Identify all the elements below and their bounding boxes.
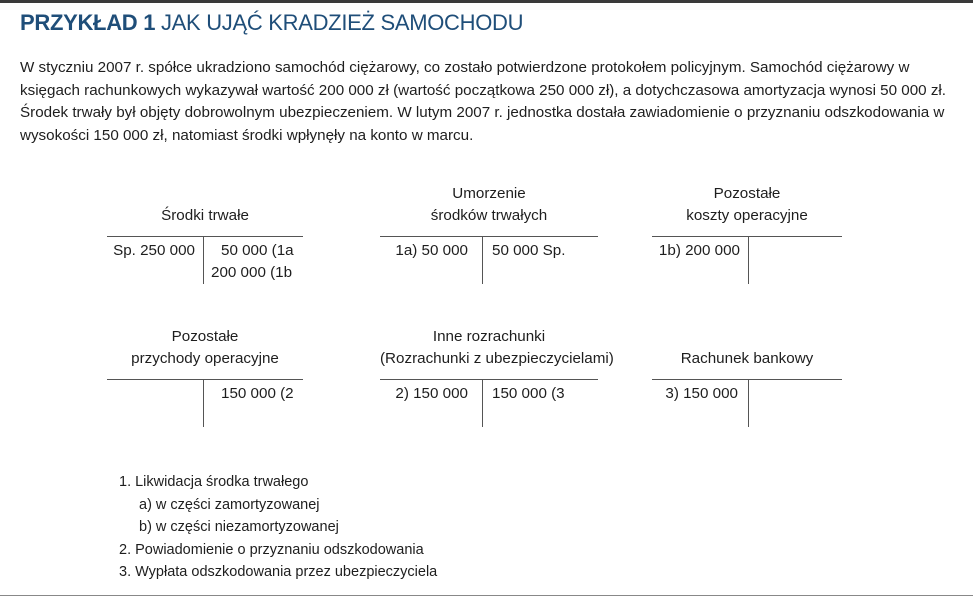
account-title: [107, 205, 303, 227]
t-account-top-line: [107, 236, 303, 237]
account-title: [652, 183, 842, 227]
example-title: JAK UJĄĆ KRADZIEŻ SAMOCHODU: [160, 10, 524, 35]
t-account-top-line: [107, 379, 303, 380]
t-account-divider: [482, 236, 483, 284]
debit-entry: 3) 150 000: [665, 385, 738, 402]
t-account-divider: [203, 379, 204, 427]
legend: [119, 471, 437, 584]
account-title-line2: Środki trwałe: [161, 207, 249, 224]
legend-item: 1. Likwidacja środka trwałego: [119, 474, 309, 490]
legend-subitem: a) w części zamortyzowanej: [139, 496, 320, 513]
legend-subitem: b) w części niezamortyzowanej: [139, 519, 339, 535]
t-account-top-line: [652, 379, 842, 380]
account-title-line1: Pozostałe: [713, 185, 781, 202]
legend-item: 3. Wypłata odszkodowania przez ubezpieczyciela: [119, 564, 438, 580]
debit-entries: [659, 240, 740, 262]
t-account-divider: [482, 379, 483, 427]
example-header: [20, 10, 523, 36]
account-title-line1: Umorzenie: [452, 185, 526, 202]
debit-entry: Sp. 250 000: [113, 242, 195, 259]
t-account-divider: [748, 236, 749, 284]
credit-entries: [492, 240, 565, 262]
credit-entry: 150 000 (2: [221, 385, 294, 402]
account-title-line2: środków trwałych: [430, 207, 548, 224]
debit-entries: [665, 383, 738, 405]
t-account-divider: [203, 236, 204, 284]
t-account-divider: [748, 379, 749, 427]
account-title-line2: Rachunek bankowy: [680, 350, 814, 367]
top-rule: [0, 0, 973, 3]
account-title: [652, 348, 842, 370]
credit-entry: 50 000 Sp.: [492, 242, 566, 259]
credit-entry: 50 000 (1a: [221, 242, 294, 259]
account-title: [107, 326, 303, 370]
account-title-line1: Pozostałe: [171, 328, 239, 345]
credit-entry: 200 000 (1b: [211, 264, 293, 281]
t-account-top-line: [652, 236, 842, 237]
credit-entries: [211, 240, 294, 284]
account-title-line2: koszty operacyjne: [686, 207, 808, 224]
t-account-top-line: [380, 379, 598, 380]
account-title: [380, 326, 614, 370]
account-title-line2: (Rozrachunki z ubezpieczycielami): [380, 350, 614, 367]
credit-entry: 150 000 (3: [492, 385, 565, 402]
t-account-top-line: [380, 236, 598, 237]
debit-entry: 2) 150 000: [395, 385, 468, 402]
credit-entries: [492, 383, 565, 405]
account-title-line2: przychody operacyjne: [131, 350, 279, 367]
intro-paragraph: W styczniu 2007 r. spółce ukradziono samochód ciężarowy, co zostało potwierdzone protokołem policyjnym. Samochód ciężarowy w księgach rachunkowych wykazywał wartość 200 000 zł (wartość początkowa 250 000 zł), a dotychczasowa amortyzacja wynosi 50 000 zł. Środek trwały był objęty dobrowolnym ubezpieczeniem. W lutym 2007 r. jednostka dostała zawiadomienie o przyznaniu odszkodowania w wysokości 150 000 zł, natomiast środki wpłynęły na konto w marcu.: [20, 59, 947, 144]
account-title-line1: Inne rozrachunki: [432, 328, 546, 345]
debit-entries: [395, 240, 468, 262]
debit-entries: [113, 240, 195, 262]
credit-entries: [221, 383, 294, 405]
example-label: PRZYKŁAD 1: [20, 10, 156, 35]
debit-entries: [395, 383, 468, 405]
account-title: [380, 183, 598, 227]
legend-item: 2. Powiadomienie o przyznaniu odszkodowania: [119, 541, 424, 558]
bottom-rule: [0, 595, 973, 596]
debit-entry: 1b) 200 000: [658, 242, 740, 259]
debit-entry: 1a) 50 000: [395, 242, 468, 259]
